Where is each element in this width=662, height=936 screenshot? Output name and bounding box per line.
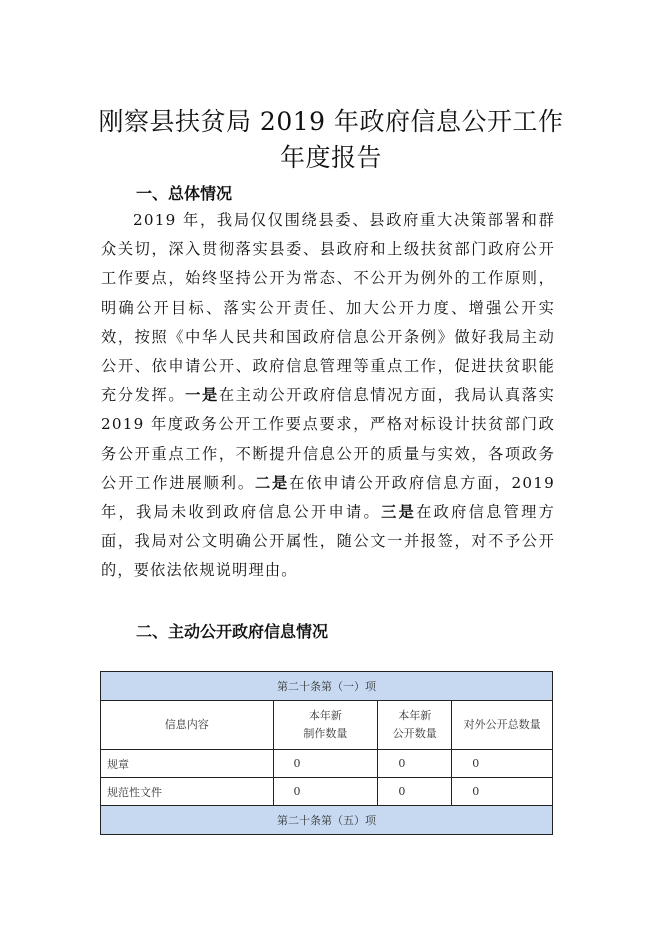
header-total-public: 对外公开总数量 (452, 701, 553, 750)
table-row (101, 778, 553, 806)
row-new-made: 0 (273, 778, 378, 806)
table-band-article20-1: 第二十条第（一）项 (101, 672, 553, 701)
section1-heading: 一、总体情况 (136, 184, 233, 203)
row-total-public: 0 (452, 778, 553, 806)
emphasis-first: 一是 (185, 386, 219, 405)
body-text-3: 在依申请公开政府信息方面，2019 年，我局未收到政府信息公开申请。 (101, 473, 555, 522)
body-text-2: 在主动公开政府信息情况方面，我局认真落实 2019 年度政务公开工作要点要求，严格对标设计扶贫部门政务公开重点工作，不断提升信息公开的质量与实效，各项政务公开工作进展顺利。 (101, 386, 556, 492)
row-new-public: 0 (378, 750, 452, 778)
row-total-public: 0 (452, 750, 553, 778)
row-new-public: 0 (378, 778, 452, 806)
header-new-made-line1: 本年新 (308, 709, 342, 722)
report-title-line1: 刚察县扶贫局 2019 年政府信息公开工作 (98, 107, 564, 136)
table-header-row (101, 701, 553, 750)
header-new-made (273, 701, 378, 750)
section2-heading: 二、主动公开政府信息情况 (136, 622, 329, 641)
emphasis-third: 三是 (381, 503, 417, 522)
header-info-content: 信息内容 (101, 701, 274, 750)
table-band-article20-5: 第二十条第（五）项 (101, 806, 553, 835)
table-row (101, 750, 553, 778)
body-text-1: 2019 年，我局仅仅围绕县委、县政府重大决策部署和群众关切，深入贯彻落实县委、县政府和上级扶贫部门政府公开工作要点，始终坚持公开为常态、不公开为例外的工作原则，明确公开目标、落实公开责任、加大公开力度、增强公开实效，按照《中华人民共和国政府信息公开条例》做好我局主动公开、依申请公开、政府信息管理等重点工作，促进扶贫职能充分发挥。 (101, 211, 555, 405)
row-new-made: 0 (273, 750, 378, 778)
row-label: 规章 (101, 750, 274, 778)
header-new-public (378, 701, 452, 750)
emphasis-second: 二是 (254, 473, 290, 492)
header-new-made-line2: 制作数量 (303, 727, 348, 740)
header-new-public-line1: 本年新 (398, 709, 432, 722)
row-label: 规范性文件 (101, 778, 274, 806)
section1-body (101, 206, 555, 586)
disclosure-table (100, 671, 553, 835)
body-text-4: 在政府信息管理方面，我局对公文明确公开属性，随公文一并报签，对不予公开的，要依法依规说明理由。 (101, 503, 555, 580)
header-new-public-line2: 公开数量 (392, 727, 437, 740)
report-title-line2: 年度报告 (279, 143, 382, 172)
